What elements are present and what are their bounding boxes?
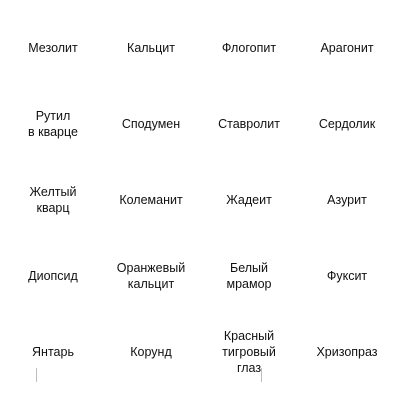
label-aragonite: Арагонит <box>320 41 374 55</box>
label-azurite: Азурит <box>327 193 367 207</box>
label-white-marble: Белый мрамор <box>226 261 272 291</box>
label-spodumene: Сподумен <box>121 117 181 131</box>
label-red-tigers-eye: Красный тигровый глаз <box>222 329 276 375</box>
label-rutilated-quartz: Рутил в кварце <box>28 109 78 139</box>
label-chrysoprase: Хризопраз <box>316 345 378 359</box>
divider-mark-left <box>36 368 37 382</box>
divider-mark-right <box>261 368 262 382</box>
mineral-label-grid <box>4 10 396 390</box>
label-diopside: Диопсид <box>28 269 78 283</box>
label-jadeite: Жадеит <box>226 193 272 207</box>
label-staurolite: Ставролит <box>218 117 280 131</box>
label-calcite: Кальцит <box>127 41 175 55</box>
label-mesolite: Мезолит <box>28 41 78 55</box>
label-orange-calcite: Оранжевый кальцит <box>116 261 186 291</box>
label-carnelian: Сердолик <box>318 117 376 131</box>
label-corundum: Корунд <box>130 345 172 359</box>
label-fuchsite: Фуксит <box>326 269 368 283</box>
label-colemanite: Колеманит <box>119 193 183 207</box>
label-phlogopite: Флогопит <box>221 41 277 55</box>
label-yellow-quartz: Желтый кварц <box>29 185 77 215</box>
label-amber: Янтарь <box>32 345 74 359</box>
